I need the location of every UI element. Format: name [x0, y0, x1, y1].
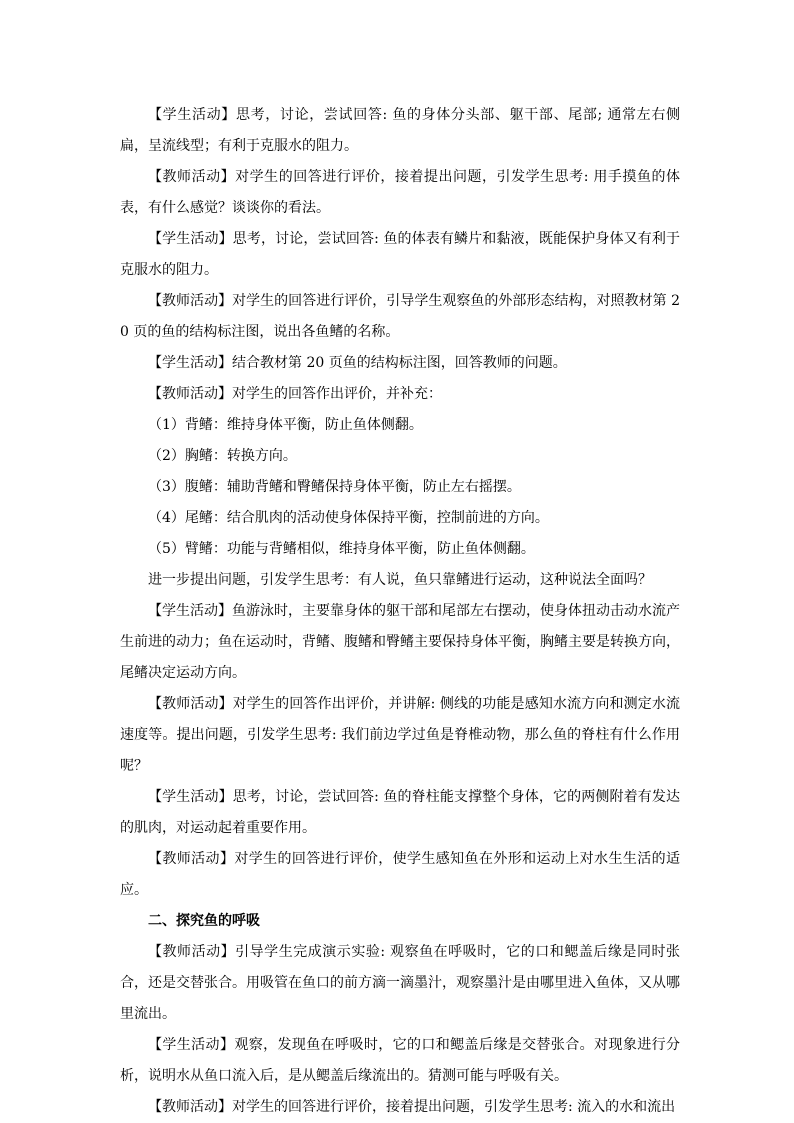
list-item-anal-fin: （5）臂鳍：功能与背鳍相似，维持身体平衡，防止鱼体侧翻。	[148, 541, 535, 557]
paragraph-teacher-activity-follow-up: 【教师活动】对学生的回答进行评价，接着提出问题，引发学生思考: 流入的水和流出	[148, 1099, 676, 1115]
list-item-pelvic-fin: （3）腹鳍：辅助背鳍和臀鳍保持身体平衡，防止左右摇摆。	[148, 479, 521, 495]
document-page	[120, 100, 680, 1123]
paragraph-teacher-activity-touch-surface: 【教师活动】对学生的回答进行评价，接着提出问题，引发学生思考: 用手摸鱼的体表，有什么感觉？谈谈你的看法。	[120, 169, 680, 216]
paragraph-teacher-activity-lateral-line: 【教师活动】对学生的回答作出评价，并讲解: 侧线的功能是感知水流方向和测定水流速度等。提出问题，引发学生思考: 我们前边学过鱼是脊椎动物，那么鱼的脊柱有什么作用呢？	[120, 696, 680, 774]
paragraph-teacher-activity-fin-names: 【教师活动】对学生的回答进行评价，引导学生观察鱼的外部形态结构，对照教材第 20 页的鱼的结构标注图，说出各鱼鳍的名称。	[120, 293, 680, 340]
paragraph-teacher-activity-supplement: 【教师活动】对学生的回答作出评价，并补充：	[148, 386, 442, 402]
list-item-pectoral-fin: （2）胸鳍：转换方向。	[148, 448, 297, 464]
paragraph-student-activity-body-shape: 【学生活动】思考，讨论，尝试回答: 鱼的身体分头部、躯干部、尾部; 通常左右侧扁，呈流线型；有利于克服水的阻力。	[120, 107, 680, 154]
section-heading-fish-respiration: 二、探究鱼的呼吸	[148, 913, 260, 929]
paragraph-student-activity-swimming: 【学生活动】鱼游泳时，主要靠身体的躯干部和尾部左右摆动，使身体扭动击动水流产生前进的动力；鱼在运动时，背鳍、腹鳍和臀鳍主要保持身体平衡，胸鳍主要是转换方向，尾鳍决定运动方向。	[120, 603, 680, 681]
paragraph-further-question: 进一步提出问题，引发学生思考：有人说，鱼只靠鳍进行运动，这种说法全面吗？	[148, 572, 652, 588]
list-item-dorsal-fin: （1）背鳍：维持身体平衡，防止鱼体侧翻。	[148, 417, 423, 433]
paragraph-student-activity-spine: 【学生活动】思考，讨论，尝试回答: 鱼的脊柱能支撑整个身体，它的两侧附着有发达的肌肉，对运动起着重要作用。	[120, 789, 680, 836]
list-item-caudal-fin: （4）尾鳍：结合肌肉的活动使身体保持平衡，控制前进的方向。	[148, 510, 549, 526]
paragraph-student-activity-scales: 【学生活动】思考，讨论，尝试回答: 鱼的体表有鳞片和黏液，既能保护身体又有利于克服水的阻力。	[120, 231, 680, 278]
paragraph-student-activity-answer: 【学生活动】结合教材第 20 页鱼的结构标注图，回答教师的问题。	[148, 355, 567, 371]
paragraph-student-activity-observation: 【学生活动】观察，发现鱼在呼吸时，它的口和鳃盖后缘是交替张合。对现象进行分析，说明水从鱼口流入后，是从鳃盖后缘流出的。猜测可能与呼吸有关。	[120, 1037, 680, 1084]
paragraph-teacher-activity-adaptation: 【教师活动】对学生的回答进行评价，使学生感知鱼在外形和运动上对水生生活的适应。	[120, 851, 680, 898]
paragraph-teacher-activity-demo-experiment: 【教师活动】引导学生完成演示实验: 观察鱼在呼吸时，它的口和鳃盖后缘是同时张合，还是交替张合。用吸管在鱼口的前方滴一滴墨汁，观察墨汁是由哪里进入鱼体，又从哪里流出。	[120, 944, 680, 1022]
